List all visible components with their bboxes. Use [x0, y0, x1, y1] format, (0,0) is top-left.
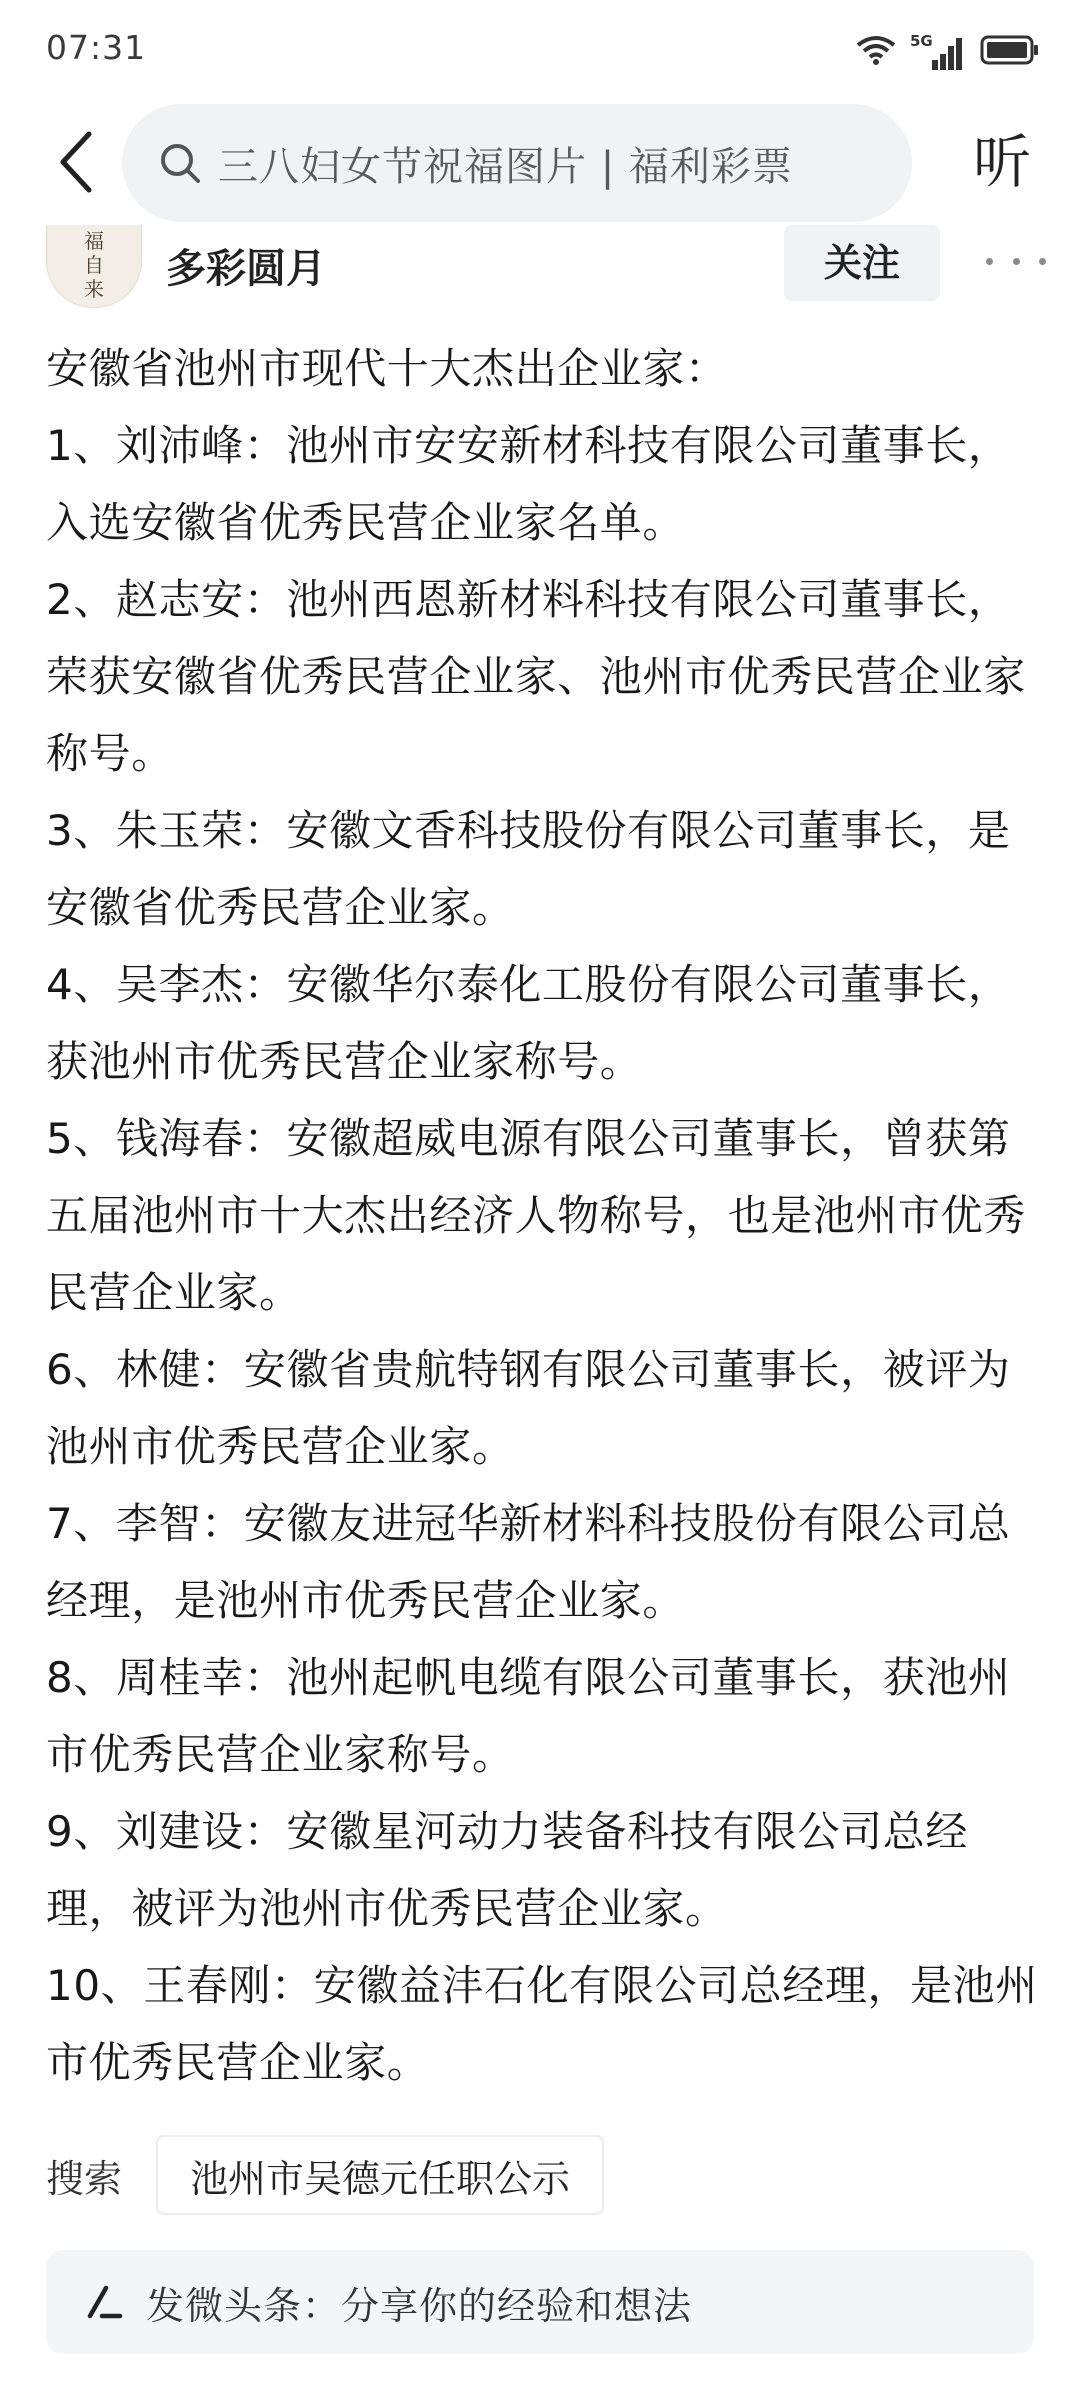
avatar-char-2: 自 — [84, 253, 104, 277]
article-paragraph: 2、赵志安：池州西恩新材料科技有限公司董事长，荣获安徽省优秀民营企业家、池州市优秀民营企业家称号。 — [46, 575, 1026, 778]
related-search-chip[interactable]: 池州市吴德元任职公示 — [156, 2135, 604, 2215]
top-nav-bar — [0, 100, 1080, 225]
network-type-label: 5G — [910, 32, 933, 50]
author-name[interactable]: 多彩圆月 — [166, 246, 326, 292]
article-paragraph: 6、林健：安徽省贵航特钢有限公司董事长，被评为池州市优秀民营企业家。 — [46, 1345, 1011, 1471]
pen-icon — [84, 2282, 124, 2322]
search-icon — [158, 141, 202, 185]
search-query-text: 三八妇女节祝福图片 | 福利彩票 — [218, 143, 793, 190]
listen-button[interactable]: 听 — [972, 128, 1031, 196]
compose-placeholder: 发微头条：分享你的经验和想法 — [146, 2283, 693, 2328]
article-body — [46, 330, 1046, 2101]
related-search — [46, 2135, 604, 2215]
author-row — [0, 225, 1080, 315]
article-heading: 安徽省池州市现代十大杰出企业家： — [46, 344, 728, 393]
more-dots-icon — [986, 258, 1046, 265]
status-time: 07:31 — [46, 28, 147, 67]
follow-button[interactable]: 关注 — [784, 225, 940, 301]
avatar[interactable] — [46, 225, 142, 308]
search-input[interactable] — [122, 104, 912, 222]
more-button[interactable] — [986, 231, 1046, 291]
article-paragraph: 9、刘建设：安徽星河动力装备科技有限公司总经理，被评为池州市优秀民营企业家。 — [46, 1807, 968, 1933]
article-paragraph: 5、钱海春：安徽超威电源有限公司董事长，曾获第五届池州市十大杰出经济人物称号，也是池州市优秀民营企业家。 — [46, 1114, 1026, 1317]
article-paragraph: 3、朱玉荣：安徽文香科技股份有限公司董事长，是安徽省优秀民营企业家。 — [46, 806, 1011, 932]
chevron-left-icon — [57, 130, 97, 194]
article-paragraph: 10、王春刚：安徽益沣石化有限公司总经理，是池州市优秀民营企业家。 — [46, 1961, 1038, 2087]
compose-post-bar[interactable] — [46, 2250, 1034, 2354]
status-icons — [856, 30, 1040, 74]
avatar-char-1: 福 — [84, 229, 104, 253]
avatar-char-3: 来 — [84, 277, 104, 301]
status-bar — [0, 0, 1080, 100]
article-paragraph: 7、李智：安徽友进冠华新材料科技股份有限公司总经理，是池州市优秀民营企业家。 — [46, 1499, 1011, 1625]
related-search-label: 搜索 — [46, 2156, 123, 2201]
article-paragraph: 4、吴李杰：安徽华尔泰化工股份有限公司董事长，获池州市优秀民营企业家称号。 — [46, 960, 1011, 1086]
battery-icon — [980, 35, 1040, 69]
wifi-icon — [856, 35, 896, 69]
article-paragraph: 1、刘沛峰：池州市安安新材科技有限公司董事长，入选安徽省优秀民营企业家名单。 — [46, 421, 1011, 547]
article-paragraph: 8、周桂幸：池州起帆电缆有限公司董事长，获池州市优秀民营企业家称号。 — [46, 1653, 1011, 1779]
back-button[interactable] — [42, 122, 112, 202]
signal-icon — [910, 32, 966, 72]
